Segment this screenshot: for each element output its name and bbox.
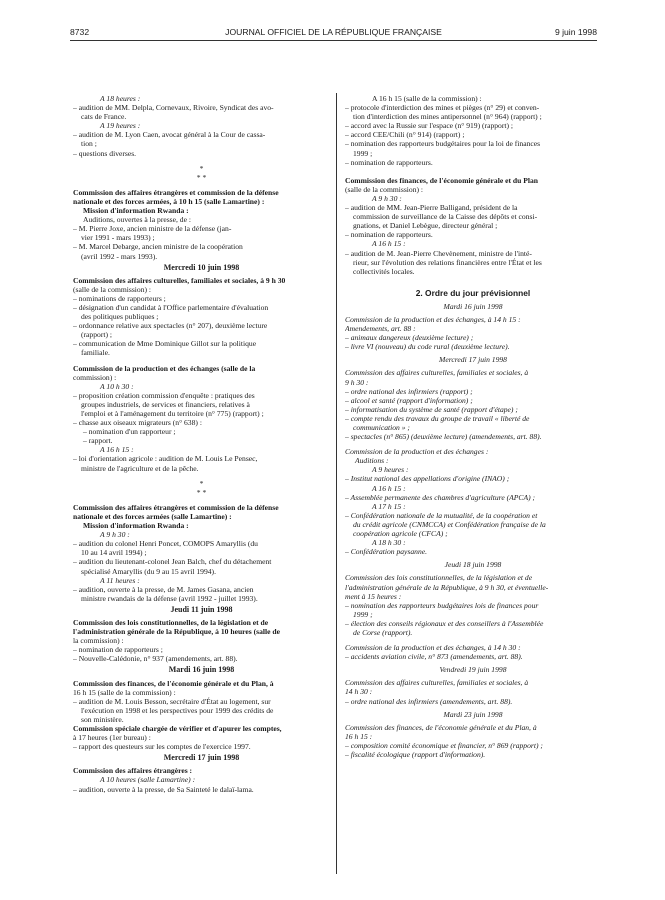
commission-room: 16 h 15 (salle de la commission) : xyxy=(73,687,176,697)
day-heading: Mercredi 17 juin 1998 xyxy=(163,753,240,763)
commission-block xyxy=(345,678,601,705)
agenda-item: – protocole d'interdiction des mines et pièges (n° 29) et conven- xyxy=(345,103,540,113)
commission-block xyxy=(345,368,601,441)
day-heading: Vendredi 19 juin 1998 xyxy=(439,665,507,675)
agenda-item: – nomination des rapporteurs budgétaires lois de finances pour xyxy=(345,600,539,610)
time-label: A 17 h 15 : xyxy=(372,501,406,511)
commission-room: commission) : xyxy=(73,372,117,382)
agenda-item: – livre VI (nouveau) du code rural (deuxième lecture). xyxy=(345,342,510,352)
agenda-item-cont: ministre de l'agriculture et de la pêche. xyxy=(81,463,199,473)
agenda-item: – ordonnance relative aux spectacles (n° 207), deuxième lecture xyxy=(73,321,268,331)
commission-block xyxy=(73,364,330,473)
session-block xyxy=(73,94,330,158)
time-label: A 19 heures : xyxy=(100,121,141,131)
agenda-item-cont: l'emploi et à l'aménagement du territoire (n° 775) (rapport) ; xyxy=(81,409,264,418)
commission-title: l'administration générale de la République, à 9 h 30, et éventuelle- xyxy=(345,582,549,592)
journal-title: JOURNAL OFFICIEL DE LA RÉPUBLIQUE FRANÇAISE xyxy=(225,27,442,37)
commission-title: Commission des finances, de l'économie générale et du Plan, à xyxy=(345,722,537,732)
agenda-item-cont: coopération agricole (CFCA) ; xyxy=(353,529,448,539)
issue-date: 9 juin 1998 xyxy=(554,27,597,37)
commission-block xyxy=(345,315,601,351)
agenda-item: – accord CEE/Chili (n° 914) (rapport) ; xyxy=(345,130,465,140)
agenda-item: – ordre national des infirmiers (amendements, art. 88). xyxy=(345,696,513,706)
commission-title: Commission des affaires culturelles, familiales et sociales, à xyxy=(345,368,529,378)
time-label: A 16 h 15 (salle de la commission) : xyxy=(372,94,482,103)
time-label: A 18 heures : xyxy=(100,94,141,103)
agenda-item: – fiscalité écologique (rapport d'information). xyxy=(345,750,486,759)
time-label: A 16 h 15 : xyxy=(100,445,134,455)
commission-title: Commission des affaires étrangères : xyxy=(73,766,193,776)
agenda-item-cont: groupes industriels, de services et financiers, relatives à xyxy=(81,399,250,409)
agenda-item-cont: son ministère. xyxy=(81,714,124,724)
agenda-item: – Confédération paysanne. xyxy=(345,547,428,557)
agenda-item: – rapport des questeurs sur les comptes de l'exercice 1997. xyxy=(73,742,251,752)
day-heading: Mardi 16 juin 1998 xyxy=(443,301,503,311)
agenda-item: – alcool et santé (rapport d'information) ; xyxy=(345,395,473,405)
commission-title: Commission des finances, de l'économie générale et du Plan xyxy=(345,175,538,185)
column-divider xyxy=(336,93,337,874)
agenda-item: – audition du lieutenant-colonel Jean Balch, chef du détachement xyxy=(73,557,272,567)
agenda-item: – audition, ouverte à la presse, de Sa Sainteté le dalaï-lama. xyxy=(73,784,254,794)
commission-block xyxy=(73,503,330,603)
agenda-item: – audition de M. Jean-Pierre Chevènement, ministre de l'inté- xyxy=(345,248,532,258)
agenda-label: Amendements, art. 88 : xyxy=(345,324,416,334)
commission-title: Commission de la production et des échanges, à 14 h 30 : xyxy=(345,643,521,653)
day-heading: Mardi 23 juin 1998 xyxy=(443,709,503,719)
time-label: A 16 h 15 : xyxy=(372,483,406,493)
commission-title: 9 h 30 : xyxy=(345,377,369,387)
agenda-item: – spectacles (n° 865) (deuxième lecture) (amendements, art. 88). xyxy=(345,432,542,442)
agenda-item-cont: gnations, et Daniel Lebègue, directeur général ; xyxy=(353,221,498,231)
commission-room: à 17 heures (1er bureau) : xyxy=(73,733,151,743)
agenda-subitem: – rapport. xyxy=(83,436,113,446)
agenda-item: – audition de MM. Jean-Pierre Balligand, président de la xyxy=(345,203,518,213)
agenda-item-cont: tion d'interdiction des mines antipersonnel (n° 964) (rapport) ; xyxy=(353,112,542,122)
agenda-item: – M. Pierre Joxe, ancien ministre de la défense (jan- xyxy=(73,224,232,234)
time-label: A 9 h 30 : xyxy=(372,193,402,203)
commission-title: Commission des affaires culturelles, familiales et sociales, à 9 h 30 xyxy=(73,275,286,285)
agenda-item-cont: ministre rwandais de la défense (avril 1992 - juillet 1993). xyxy=(81,593,258,603)
agenda-subitem: – nomination d'un rapporteur ; xyxy=(83,427,176,437)
agenda-item-cont: collectivités locales. xyxy=(353,266,415,276)
agenda-item-cont: cats de France. xyxy=(81,112,127,122)
agenda-item: – Assemblée permanente des chambres d'agriculture (APCA) ; xyxy=(345,492,536,502)
agenda-item: – animaux dangereux (deuxième lecture) ; xyxy=(345,333,474,343)
mission-title: Mission d'information Rwanda : xyxy=(83,521,189,531)
commission-title: Commission des lois constitutionnelles, de la législation et de xyxy=(345,573,533,583)
section-separator: * * * xyxy=(196,478,207,497)
agenda-item: – nominations de rapporteurs ; xyxy=(73,293,166,303)
time-label: A 10 heures (salle Lamartine) : xyxy=(100,775,196,785)
agenda-item: – proposition création commission d'enquête : pratiques des xyxy=(73,390,255,400)
time-label: A 9 h 30 : xyxy=(100,530,130,540)
commission-block xyxy=(345,643,601,661)
page-header xyxy=(70,27,597,39)
agenda-item-cont: 1999 ; xyxy=(353,609,373,619)
agenda-item: – nomination de rapporteurs. xyxy=(345,230,433,240)
agenda-item: – nomination de rapporteurs ; xyxy=(73,645,163,655)
commission-block xyxy=(345,573,601,637)
commission-room: la commission) : xyxy=(73,636,124,646)
commission-block xyxy=(73,276,330,358)
agenda-item: – composition comité économique et financier, n° 869 (rapport) ; xyxy=(345,740,543,750)
agenda-item: – M. Marcel Debarge, ancien ministre de la coopération xyxy=(73,242,243,252)
agenda-item-cont: communication » ; xyxy=(353,423,410,432)
commission-title: l'administration générale de la République, à 10 heures (salle de xyxy=(73,627,281,637)
agenda-item: – accidents aviation civile, n° 873 (amendements, art. 88). xyxy=(345,652,523,662)
commission-title: 16 h 15 : xyxy=(345,731,373,741)
agenda-item: – désignation d'un candidat à l'Office parlementaire d'évaluation xyxy=(73,302,269,312)
page-number: 8732 xyxy=(70,27,90,37)
mission-title: Mission d'information Rwanda : xyxy=(83,206,189,216)
agenda-item-cont: 1999 ; xyxy=(353,148,373,158)
commission-title: Commission des lois constitutionnelles, de la législation et de xyxy=(73,617,269,627)
agenda-item-cont: des politiques publiques ; xyxy=(81,312,159,322)
time-label: A 18 h 30 : xyxy=(372,538,406,548)
commission-block xyxy=(345,723,601,759)
agenda-item: – nomination des rapporteurs budgétaires pour la loi de finances xyxy=(345,139,541,149)
commission-block xyxy=(345,447,601,556)
agenda-item: – Confédération nationale de la mutualité, de la coopération et xyxy=(345,510,538,520)
agenda-item: – audition de MM. Delpla, Cornevaux, Rivoire, Syndicat des avo- xyxy=(73,103,274,113)
commission-block xyxy=(73,618,330,663)
agenda-item: – compte rendu des travaux du groupe de travail « liberté de xyxy=(345,413,530,423)
commission-block xyxy=(73,766,330,793)
commission-title: Commission spéciale chargée de vérifier et d'apurer les comptes, xyxy=(73,724,282,733)
commission-title: nationale et des forces armées (salle Lamartine) : xyxy=(73,511,232,521)
agenda-item-cont: du crédit agricole (CNMCCA) et Confédération française de la xyxy=(353,519,546,529)
commission-title: Commission de la production et des échanges, à 14 h 15 : xyxy=(345,314,521,324)
commission-title: Commission des affaires étrangères et commission de la défense xyxy=(73,502,279,512)
commission-title: ment à 15 heures : xyxy=(345,591,402,601)
right-column xyxy=(345,94,601,759)
commission-block xyxy=(73,188,330,261)
section-separator: * * * xyxy=(196,163,207,182)
time-label: A 11 heures : xyxy=(100,575,140,585)
agenda-item: – questions diverses. xyxy=(73,148,137,158)
commission-title: 14 h 30 : xyxy=(345,687,373,697)
agenda-item: – Nouvelle-Calédonie, n° 937 (amendements, art. 88). xyxy=(73,654,238,664)
header-rule xyxy=(70,40,597,41)
agenda-item: – audition du colonel Henri Poncet, COMOPS Amaryllis (du xyxy=(73,539,258,549)
agenda-item-cont: spécialisé Amaryllis (du 9 au 15 avril 1994). xyxy=(81,566,216,576)
commission-title: Commission des affaires étrangères et commission de la défense xyxy=(73,187,279,197)
agenda-item: – informatisation du système de santé (rapport d'étape) ; xyxy=(345,404,518,414)
agenda-item: – loi d'orientation agricole : audition de M. Louis Le Pensec, xyxy=(73,454,258,464)
commission-block xyxy=(345,176,601,276)
agenda-item-cont: de Corse (rapport). xyxy=(353,627,413,637)
agenda-item-cont: (rapport) ; xyxy=(81,330,112,340)
agenda-item-cont: vier 1991 - mars 1993) ; xyxy=(81,233,155,243)
commission-title: Commission de la production et des échanges (salle de la xyxy=(73,363,256,373)
agenda-item-cont: familiale. xyxy=(81,348,110,358)
day-heading: Jeudi 18 juin 1998 xyxy=(444,560,502,570)
commission-title: Commission des affaires culturelles, familiales et sociales, à xyxy=(345,678,529,688)
commission-title: Commission des finances, de l'économie générale et du Plan, à xyxy=(73,678,274,688)
time-label: A 9 heures : xyxy=(372,465,409,475)
left-column xyxy=(73,94,330,794)
agenda-item: – Institut national des appellations d'origine (INAO) ; xyxy=(345,474,510,484)
day-heading: Jeudi 11 juin 1998 xyxy=(170,604,233,614)
agenda-item-cont: commission de surveillance de la Caisse des dépôts et consi- xyxy=(353,212,538,222)
commission-block xyxy=(73,679,330,752)
agenda-item-cont: (avril 1992 - mars 1993). xyxy=(81,251,158,261)
commission-room: (salle de la commission) : xyxy=(73,284,152,294)
agenda-text: Auditions, ouvertes à la presse, de : xyxy=(83,215,191,225)
agenda-item-cont: 10 au 14 avril 1994) ; xyxy=(81,548,147,558)
commission-title: nationale et des forces armées, à 10 h 15 (salle Lamartine) : xyxy=(73,196,265,206)
session-block xyxy=(345,94,601,167)
agenda-item: – élection des conseils régionaux et des conseillers à l'Assemblée xyxy=(345,618,544,628)
time-label: A 16 h 15 : xyxy=(372,239,406,249)
day-heading: Mercredi 17 juin 1998 xyxy=(439,355,507,365)
agenda-item-cont: rieur, sur l'évolution des relations financières entre l'État et les xyxy=(353,257,542,267)
commission-room: (salle de la commission) : xyxy=(345,184,424,194)
agenda-item: – ordre national des infirmiers (rapport) ; xyxy=(345,386,473,396)
day-heading: Mercredi 10 juin 1998 xyxy=(163,262,240,272)
agenda-item-cont: l'exécution en 1998 et les perspectives pour 1999 des crédits de xyxy=(81,705,274,715)
commission-title: Commission de la production et des échanges : xyxy=(345,447,489,457)
agenda-item: – chasse aux oiseaux migrateurs (n° 638) : xyxy=(73,418,202,428)
agenda-item: – audition de M. Louis Besson, secrétaire d'État au logement, sur xyxy=(73,696,271,706)
agenda-item: – audition, ouverte à la presse, de M. James Gasana, ancien xyxy=(73,584,254,594)
agenda-item-cont: tion ; xyxy=(81,139,97,149)
time-label: A 10 h 30 : xyxy=(100,381,134,391)
agenda-item: – communication de Mme Dominique Gillot sur la politique xyxy=(73,339,257,349)
day-heading: Mardi 16 juin 1998 xyxy=(168,665,235,675)
agenda-label: Auditions : xyxy=(355,456,389,466)
section-heading: 2. Ordre du jour prévisionnel xyxy=(415,287,531,298)
agenda-item: – audition de M. Lyon Caen, avocat général à la Cour de cassa- xyxy=(73,130,266,140)
agenda-item: – accord avec la Russie sur l'espace (n° 919) (rapport) ; xyxy=(345,121,514,131)
agenda-item: – nomination de rapporteurs. xyxy=(345,157,433,167)
